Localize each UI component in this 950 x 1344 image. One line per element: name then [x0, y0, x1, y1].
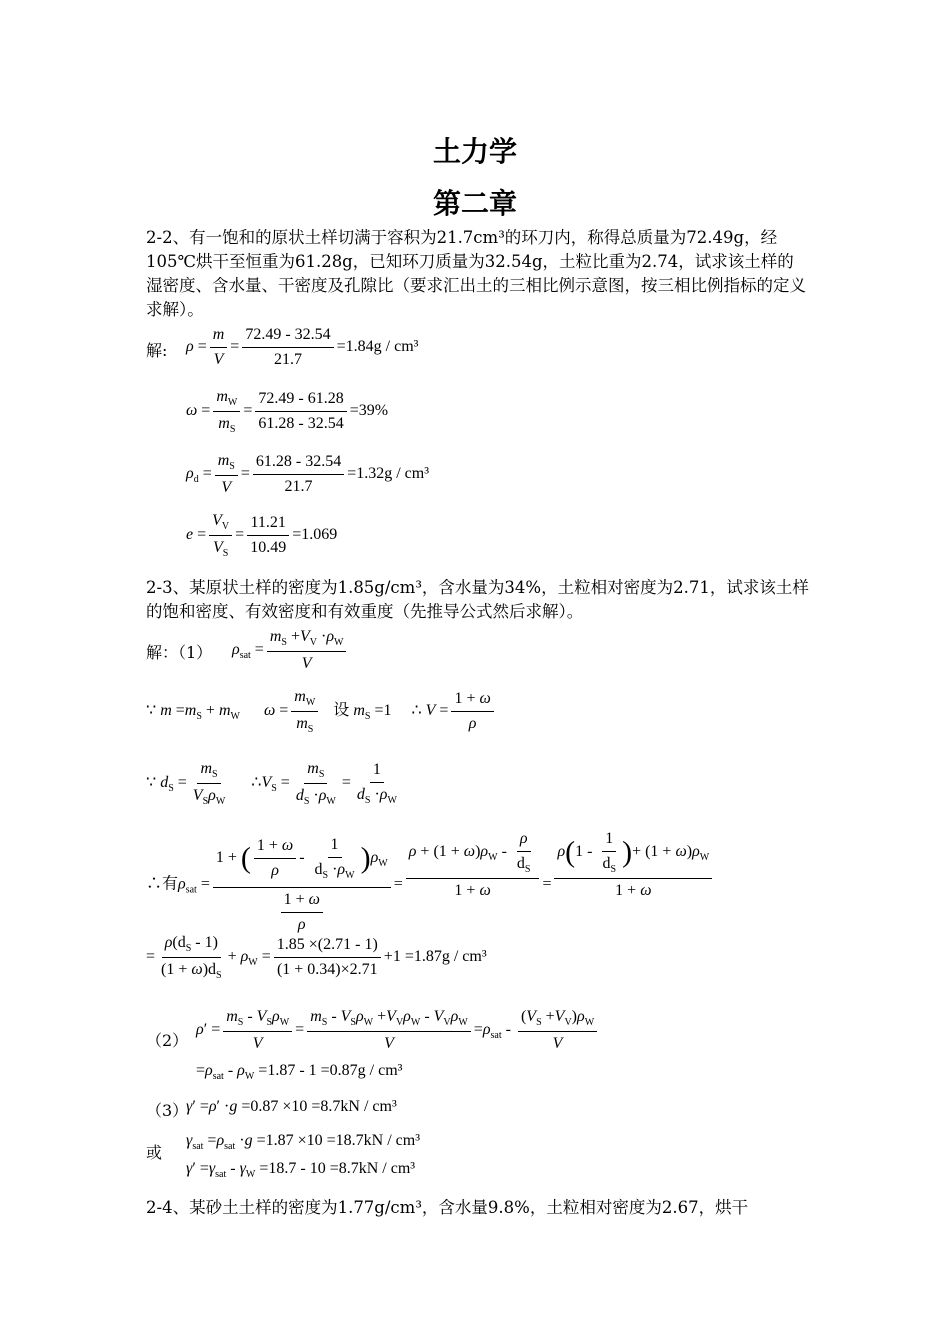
equation-water-content: ω = $\frac{m_W}{m_S}$ = $\frac{72.49 - 61.28}{61.28 - 32.54}$ =39% — [186, 388, 389, 435]
equation-sat-density-def: $\rho_{sat}$ = $\frac{m_S +V_V \cdot\rho_W}{V}$ — [232, 628, 349, 673]
problem-2-2-text: 2-2、有一饱和的原状土样切满于容积为21.7cm³的环刀内，称得总质量为72.49g，经105℃烘干至恒重为61.28g，已知环刀质量为32.54g，土粒比重为2.74，试求该土样的湿密度、含水量、干密度及孔隙比（要求汇出土的三相比例示意图，按三相比例指标的定义求解）。 — [146, 228, 806, 319]
problem-2-3-text: 2-3、某原状土样的密度为1.85g/cm³，含水量为34%，土粒相对密度为2.71，试求该土样的饱和密度、有效密度和有效重度（先推导公式然后求解）。 — [146, 578, 809, 621]
equation-effective-unit-weight: γ′ =ρ′ ·g =0.87 ×10 =8.7kN / cm³ — [186, 1098, 397, 1115]
chapter-heading: 第二章 — [432, 187, 517, 220]
equation-dry-density: $\rho_d$ = $\frac{m_S}{V}$ = $\frac{61.28 - 32.54}{21.7}$ =1.32g / cm³ — [186, 452, 430, 496]
or-label: 或 — [146, 1143, 163, 1162]
equation-volume-solids: ∵ $d_S$ = $\frac{m_S}{V_S\rho_W}$ $\therefore V_S$ = $\frac{m_S}{d_S \cdot\rho_W}$ = $\frac{1}{d_S \cdot\rho_W}$ — [146, 760, 397, 807]
page-title: 土力学 — [432, 135, 517, 168]
equation-wet-density: ρ = $\frac{m}{V}$ = $\frac{72.49 - 32.54}{21.7}$ =1.84g / cm³ — [186, 326, 419, 368]
equation-effective-density-result: $=\rho_{sat} - \rho_W =1.87 - 1 =0.87g / cm^3$ — [196, 1062, 403, 1082]
solution-label: 解: — [146, 341, 168, 360]
equation-void-ratio: e = $\frac{V_V}{V_S}$ = $\frac{11.21}{10.49}$ =1.069 — [186, 512, 338, 559]
equation-sat-unit-weight: $\gamma_{sat} =\rho_{sat} \cdot g =1.87 \times 10 =18.7kN / cm^3$ — [186, 1132, 420, 1152]
part-3-label: （3） — [146, 1101, 189, 1120]
part-2-label: （2） — [146, 1031, 189, 1050]
equation-sat-density-derivation: ∴有$\rho_{sat}$ = 1 + ( $\frac{1 + \omega}{\rho}$ - $\frac{1}{d_S \cdot\rho_W}$ )$\rho_W$ $\frac{1 + \omega}{\rho}$ = $\rho + (1 + \omega)\rho_W$ - $\frac{\rho}{d_S}$ 1 + ω = ρ(1 - $\frac{1}{d_S}$ )+ $(1 + \omega)\rho_W$ 1 + ω — [146, 830, 715, 940]
solution-label-2: 解：（1） — [146, 643, 213, 662]
equation-effective-density: ρ′ = $\frac{m_S - V_S\rho_W}{V}$ = $\frac{m_S - V_S\rho_W +V_V\rho_W - V_V\rho_W}{V}$ $=\rho_{sat}$ - $\frac{(V_S +V_V)\rho_W}{V}$ — [196, 1008, 600, 1053]
problem-2-4-text: 2-4、某砂土土样的密度为1.77g/cm³，含水量9.8%，土粒相对密度为2.67，烘干 — [146, 1198, 749, 1217]
equation-mass-relations: ∵ $m =m_S + m_W$ ω = $\frac{m_W}{m_S}$ 设 $m_S =1$ ∴ V = $\frac{1 + \omega}{\rho}$ — [146, 688, 497, 735]
equation-sat-density-result: = $\frac{\rho(d_S - 1)}{(1 + \omega)d_S}$ + $\rho_W$ = $\frac{1.85 \times(2.71 - 1)}{(1 + 0.34)\times 2.71}$ +1 =1.87g / cm³ — [146, 934, 487, 981]
equation-effective-unit-weight-2: $\gamma' =\gamma_{sat} - \gamma_W =18.7 - 10 =8.7kN / cm^3$ — [186, 1160, 416, 1180]
